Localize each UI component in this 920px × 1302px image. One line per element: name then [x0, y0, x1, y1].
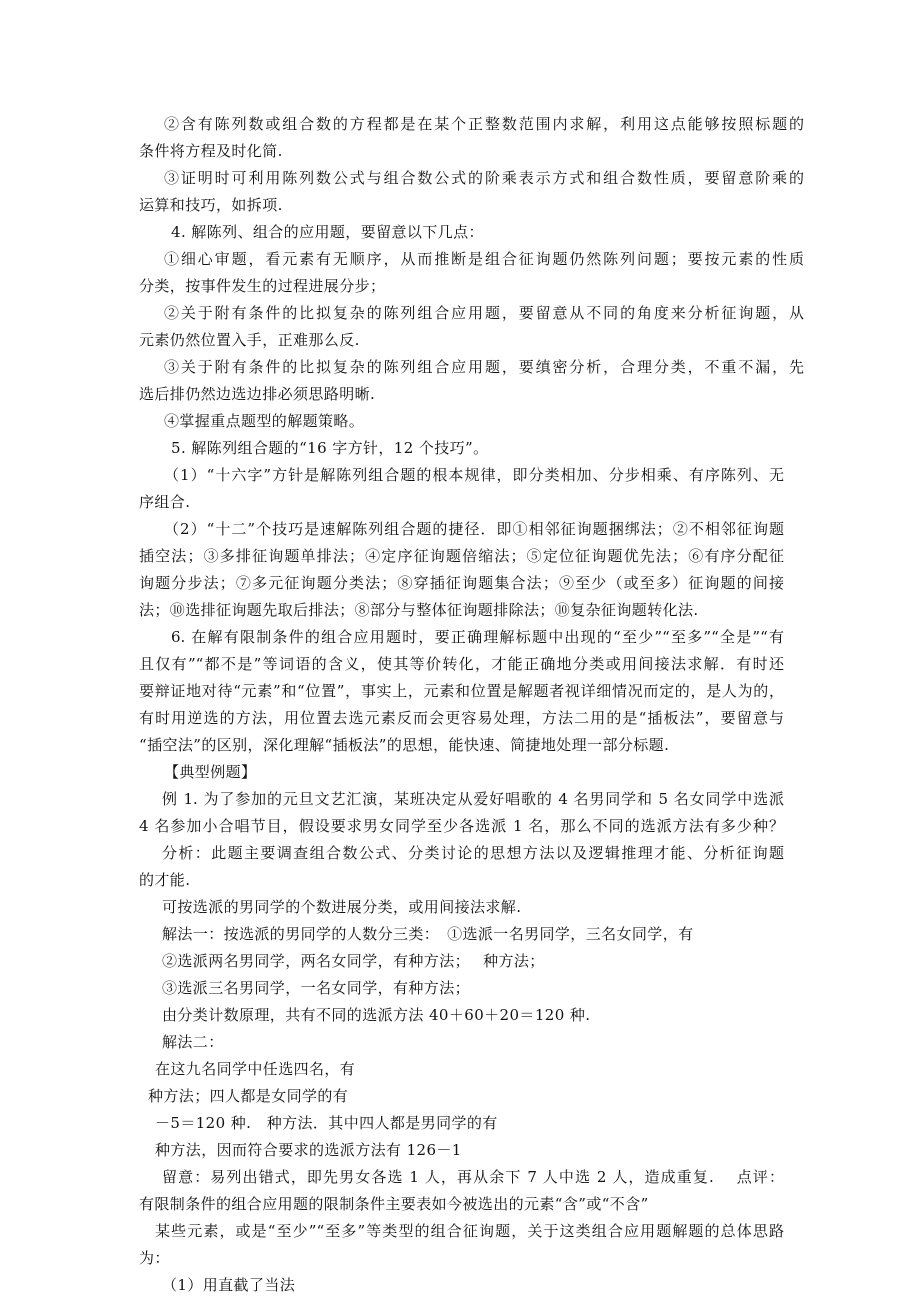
text-line: 4 名参加小合唱节目，假设要求男女同学至少各选派 1 名，那么不同的选派方法有多少种？ [139, 817, 784, 835]
text-line: 6. 在解有限制条件的组合应用题时，要正确理解标题中出现的“至少”“至多”“全是”“有 [171, 628, 784, 646]
text-line: 某些元素，或是“至少”“至多”等类型的组合征询题，关于这类组合应用题解题的总体思路 [155, 1222, 784, 1240]
text-line: （1）“十六字”方针是解陈列组合题的根本规律，即分类相加、分步相乘、有序陈列、无 [164, 466, 784, 484]
text-line: 可按选派的男同学的个数进展分类，或用间接法求解. [162, 898, 522, 916]
text-line: ②含有陈列数或组合数的方程都是在某个正整数范围内求解，利用这点能够按照标题的 [164, 115, 804, 133]
text-line: 解法一：按选派的男同学的人数分三类： ①选派一名男同学，三名女同学，有 [162, 925, 694, 943]
text-line: （2）“十二”个技巧是速解陈列组合题的捷径．即①相邻征询题捆绑法；②不相邻征询题 [164, 520, 784, 538]
text-line: 有时用逆选的方法，用位置去选元素反而会更容易处理，方法二用的是“插板法”，要留意与 [139, 709, 784, 727]
text-line: 4. 解陈列、组合的应用题，要留意以下几点： [171, 223, 484, 241]
text-line: 种方法；四人都是女同学的有 [148, 1087, 349, 1105]
text-line: 由分类计数原理，共有不同的选派方法 40＋60＋20＝120 种. [162, 1006, 591, 1024]
text-line: 且仅有”“都不是”等词语的含义，使其等价转化，才能正确地分类或用间接法求解．有时还 [139, 655, 784, 673]
text-line: 分析：此题主要调查组合数公式、分类讨论的思想方法以及逻辑推理才能、分析征询题 [162, 844, 784, 862]
text-line: 5. 解陈列组合题的“16 字方针，12 个技巧”。 [171, 439, 489, 457]
text-line: 为： [139, 1249, 170, 1267]
text-line: ③证明时可利用陈列数公式与组合数公式的阶乘表示方式和组合数性质，要留意阶乘的 [164, 169, 804, 187]
text-line: 询题分步法；⑦多元征询题分类法；⑧穿插征询题集合法；⑨至少（或至多）征询题的间接 [139, 574, 784, 592]
text-line: 法；⑩选排征询题先取后排法；⑧部分与整体征询题排除法；⑩复杂征询题转化法. [139, 601, 699, 619]
text-line: ④掌握重点题型的解题策略。 [164, 412, 365, 430]
text-line: 插空法；③多排征询题单排法；④定序征询题倍缩法；⑤定位征询题优先法；⑥有序分配征 [139, 547, 784, 565]
text-line: ①细心审题，看元素有无顺序，从而推断是组合征询题仍然陈列问题；要按元素的性质 [164, 250, 804, 268]
text-line: 例 1. 为了参加的元旦文艺汇演，某班决定从爱好唱歌的 4 名男同学和 5 名女同学中选派 [162, 790, 784, 808]
text-line: 运算和技巧，如拆项. [139, 196, 283, 214]
text-line: ②选派两名男同学，两名女同学，有种方法； 种方法； [162, 952, 545, 970]
text-line: ③选派三名男同学，一名女同学，有种方法； [162, 979, 471, 997]
text-line: 解法二： [162, 1033, 224, 1051]
text-line: （1）用直截了当法 [162, 1276, 296, 1294]
text-line: ③关于附有条件的比拟复杂的陈列组合应用题，要缜密分析，合理分类，不重不漏，先 [164, 358, 804, 376]
text-line: 元素仍然位置入手，正难那么反. [139, 331, 360, 349]
section-heading: 【典型例题】 [164, 763, 257, 781]
text-line: 序组合. [139, 493, 191, 511]
text-line: 留意：易列出错式，即先男女各选 1 人，再从余下 7 人中选 2 人，造成重复. 点评： [162, 1168, 784, 1186]
text-line: 在这九名同学中任选四名，有 [155, 1060, 356, 1078]
text-line: 种方法，因而符合要求的选派方法有 126－1 [155, 1141, 462, 1159]
text-line: ②关于附有条件的比拟复杂的陈列组合应用题，要留意从不同的角度来分析征询题，从 [164, 304, 804, 322]
text-line: 分类，按事件发生的过程进展分步； [139, 277, 386, 295]
text-line: 要辩证地对待“元素”和“位置”，事实上，元素和位置是解题者视详细情况而定的，是人为的， [139, 682, 784, 700]
text-line: 的才能. [139, 871, 191, 889]
text-line: 有限制条件的组合应用题的限制条件主要表如今被选出的元素“含”或“不含” [139, 1195, 649, 1213]
text-line: “插空法”的区别，深化理解“插板法”的思想，能快速、简捷地处理一部分标题. [139, 736, 670, 754]
text-line: 条件将方程及时化简. [139, 142, 283, 160]
text-line: 选后排仍然边选边排必须思路明晰. [139, 385, 376, 403]
text-line: －5＝120 种. 种方法．其中四人都是男同学的有 [155, 1114, 498, 1132]
